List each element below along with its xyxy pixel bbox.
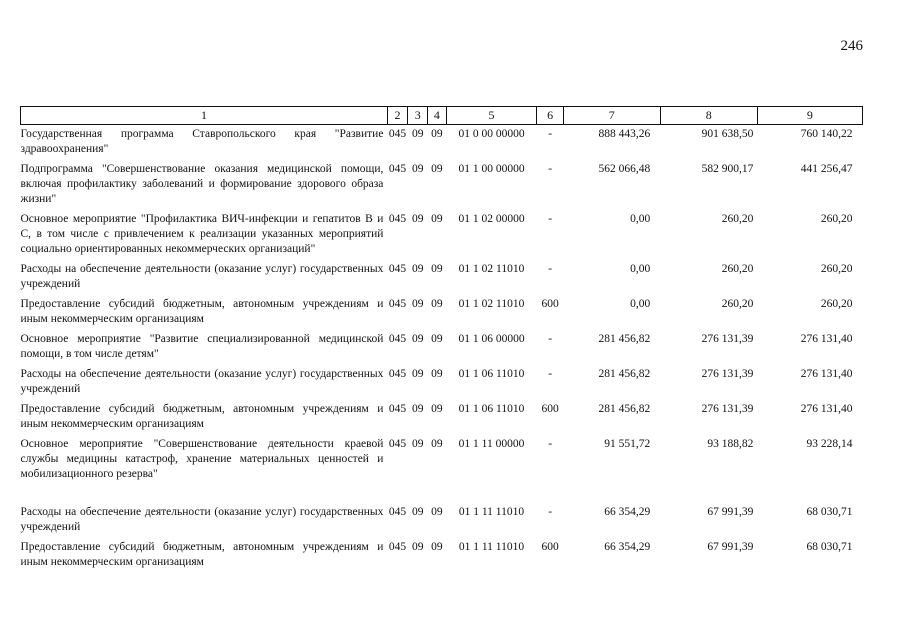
- row-name: Расходы на обеспечение деятельности (оказание услуг) государственных учреждений: [20, 263, 384, 290]
- row-subsection: 09: [431, 403, 443, 415]
- row-kind: -: [548, 333, 553, 345]
- row-subsection: 09: [431, 541, 443, 553]
- table-row: [21, 365, 863, 400]
- row-sum2: 901 638,50: [701, 128, 754, 140]
- row-code: 045: [388, 128, 407, 140]
- row-kind: 600: [541, 403, 559, 415]
- col-header-sum3: 9: [757, 107, 862, 125]
- row-sum3: 93 228,14: [806, 438, 853, 450]
- row-sum2: 67 991,39: [707, 541, 754, 553]
- row-section: 09: [411, 163, 424, 175]
- row-sum3: 260,20: [820, 298, 853, 310]
- row-subsection: 09: [431, 506, 443, 518]
- row-sum3: 68 030,71: [806, 506, 853, 518]
- col-header-name: 1: [21, 107, 388, 125]
- row-code: 045: [388, 333, 407, 345]
- row-sum1: 91 551,72: [604, 438, 651, 450]
- row-name: Предоставление субсидий бюджетным, автономным учреждениям и иным некоммерческим организациям: [20, 298, 384, 325]
- row-sum3: 260,20: [820, 213, 853, 225]
- row-sum1: 281 456,82: [598, 403, 651, 415]
- table-row: [21, 330, 863, 365]
- row-kind: -: [548, 128, 553, 140]
- row-name: Предоставление субсидий бюджетным, автономным учреждениям и иным некоммерческим организациям: [20, 403, 384, 430]
- row-section: 09: [411, 403, 424, 415]
- row-name: Расходы на обеспечение деятельности (оказание услуг) государственных учреждений: [20, 506, 384, 533]
- row-kind: -: [548, 263, 553, 275]
- row-sum2: 67 991,39: [707, 506, 754, 518]
- row-sum2: 93 188,82: [707, 438, 754, 450]
- row-sum3: 276 131,40: [800, 403, 853, 415]
- row-code: 045: [388, 298, 407, 310]
- row-code: 045: [388, 438, 407, 450]
- row-target: 01 1 11 11010: [458, 541, 525, 553]
- table-row: [21, 260, 863, 295]
- col-header-sum1: 7: [563, 107, 660, 125]
- row-sum2: 276 131,39: [701, 368, 754, 380]
- row-subsection: 09: [431, 263, 443, 275]
- row-code: 045: [388, 541, 407, 553]
- row-kind: -: [548, 438, 553, 450]
- table-row: [21, 485, 863, 538]
- table-row: [21, 210, 863, 260]
- row-name: Расходы на обеспечение деятельности (оказание услуг) государственных учреждений: [20, 368, 384, 395]
- row-sum2: 260,20: [721, 263, 754, 275]
- row-sum2: 582 900,17: [701, 163, 754, 175]
- row-section: 09: [411, 128, 424, 140]
- row-section: 09: [411, 298, 424, 310]
- row-sum1: 0,00: [630, 213, 651, 225]
- table-row: [21, 125, 863, 161]
- col-header-section: 3: [408, 107, 428, 125]
- table-row: [21, 160, 863, 210]
- table-row: [21, 400, 863, 435]
- row-code: 045: [388, 506, 407, 518]
- row-subsection: 09: [431, 368, 443, 380]
- row-kind: -: [548, 163, 553, 175]
- col-header-sum2: 8: [660, 107, 757, 125]
- budget-table: [20, 106, 863, 573]
- table-row: [21, 538, 863, 573]
- row-sum2: 276 131,39: [701, 333, 754, 345]
- row-sum3: 441 256,47: [800, 163, 853, 175]
- row-sum1: 281 456,82: [598, 368, 651, 380]
- table-row: [21, 435, 863, 485]
- row-target: 01 1 06 11010: [458, 403, 525, 415]
- row-sum3: 276 131,40: [800, 368, 853, 380]
- row-target: 01 1 02 00000: [458, 213, 525, 225]
- row-target: 01 1 11 11010: [458, 506, 525, 518]
- row-target: 01 1 00 00000: [458, 163, 525, 175]
- row-sum1: 0,00: [630, 298, 651, 310]
- page-number: 246: [840, 38, 863, 54]
- row-target: 01 1 11 00000: [458, 438, 525, 450]
- row-sum1: 66 354,29: [604, 506, 651, 518]
- row-section: 09: [411, 333, 424, 345]
- row-kind: 600: [541, 298, 559, 310]
- row-code: 045: [388, 263, 407, 275]
- row-sum1: 66 354,29: [604, 541, 651, 553]
- row-name: Предоставление субсидий бюджетным, автономным учреждениям и иным некоммерческим организациям: [20, 541, 384, 568]
- row-sum3: 276 131,40: [800, 333, 853, 345]
- row-subsection: 09: [431, 333, 443, 345]
- col-header-subsection: 4: [428, 107, 446, 125]
- row-code: 045: [388, 368, 407, 380]
- row-sum2: 260,20: [721, 298, 754, 310]
- col-header-code: 2: [387, 107, 407, 125]
- row-section: 09: [411, 438, 424, 450]
- row-subsection: 09: [431, 213, 443, 225]
- header-row: [21, 107, 863, 125]
- row-code: 045: [388, 163, 407, 175]
- row-sum3: 68 030,71: [806, 541, 853, 553]
- row-sum3: 760 140,22: [800, 128, 853, 140]
- row-name: Государственная программа Ставропольского края "Развитие здравоохранения": [20, 128, 384, 155]
- row-kind: -: [548, 506, 553, 518]
- row-subsection: 09: [431, 438, 443, 450]
- row-sum3: 260,20: [820, 263, 853, 275]
- row-name: Основное мероприятие "Совершенствование деятельности краевой службы медицины катастроф, хранение материальных ценностей и мобилизационного резерва": [20, 438, 384, 480]
- row-kind: -: [548, 368, 553, 380]
- row-section: 09: [411, 368, 424, 380]
- row-sum2: 276 131,39: [701, 403, 754, 415]
- table-body: [21, 125, 863, 574]
- col-header-kind: 6: [537, 107, 563, 125]
- row-name: Основное мероприятие "Развитие специализированной медицинской помощи, в том числе детям": [20, 333, 384, 360]
- row-code: 045: [388, 213, 407, 225]
- row-target: 01 0 00 00000: [458, 128, 525, 140]
- row-section: 09: [411, 506, 424, 518]
- row-kind: 600: [541, 541, 559, 553]
- table-row: [21, 295, 863, 330]
- col-header-target: 5: [446, 107, 537, 125]
- row-subsection: 09: [431, 163, 443, 175]
- row-name: Основное мероприятие "Профилактика ВИЧ-инфекции и гепатитов В и С, в том числе с привлечением к реализации указанных мероприятий социально ориентированных некоммерческих организаций": [20, 213, 384, 255]
- row-section: 09: [411, 541, 424, 553]
- row-name: Подпрограмма "Совершенствование оказания медицинской помощи, включая профилактику заболеваний и формирование здорового образа жизни": [20, 163, 384, 205]
- row-sum2: 260,20: [721, 213, 754, 225]
- row-sum1: 888 443,26: [598, 128, 651, 140]
- row-target: 01 1 06 00000: [458, 333, 525, 345]
- row-sum1: 281 456,82: [598, 333, 651, 345]
- row-kind: -: [548, 213, 553, 225]
- row-sum1: 562 066,48: [598, 163, 651, 175]
- row-target: 01 1 02 11010: [458, 298, 525, 310]
- row-subsection: 09: [431, 298, 443, 310]
- row-target: 01 1 06 11010: [458, 368, 525, 380]
- row-subsection: 09: [431, 128, 443, 140]
- row-sum1: 0,00: [630, 263, 651, 275]
- row-target: 01 1 02 11010: [458, 263, 525, 275]
- row-section: 09: [411, 213, 424, 225]
- row-code: 045: [388, 403, 407, 415]
- row-section: 09: [411, 263, 424, 275]
